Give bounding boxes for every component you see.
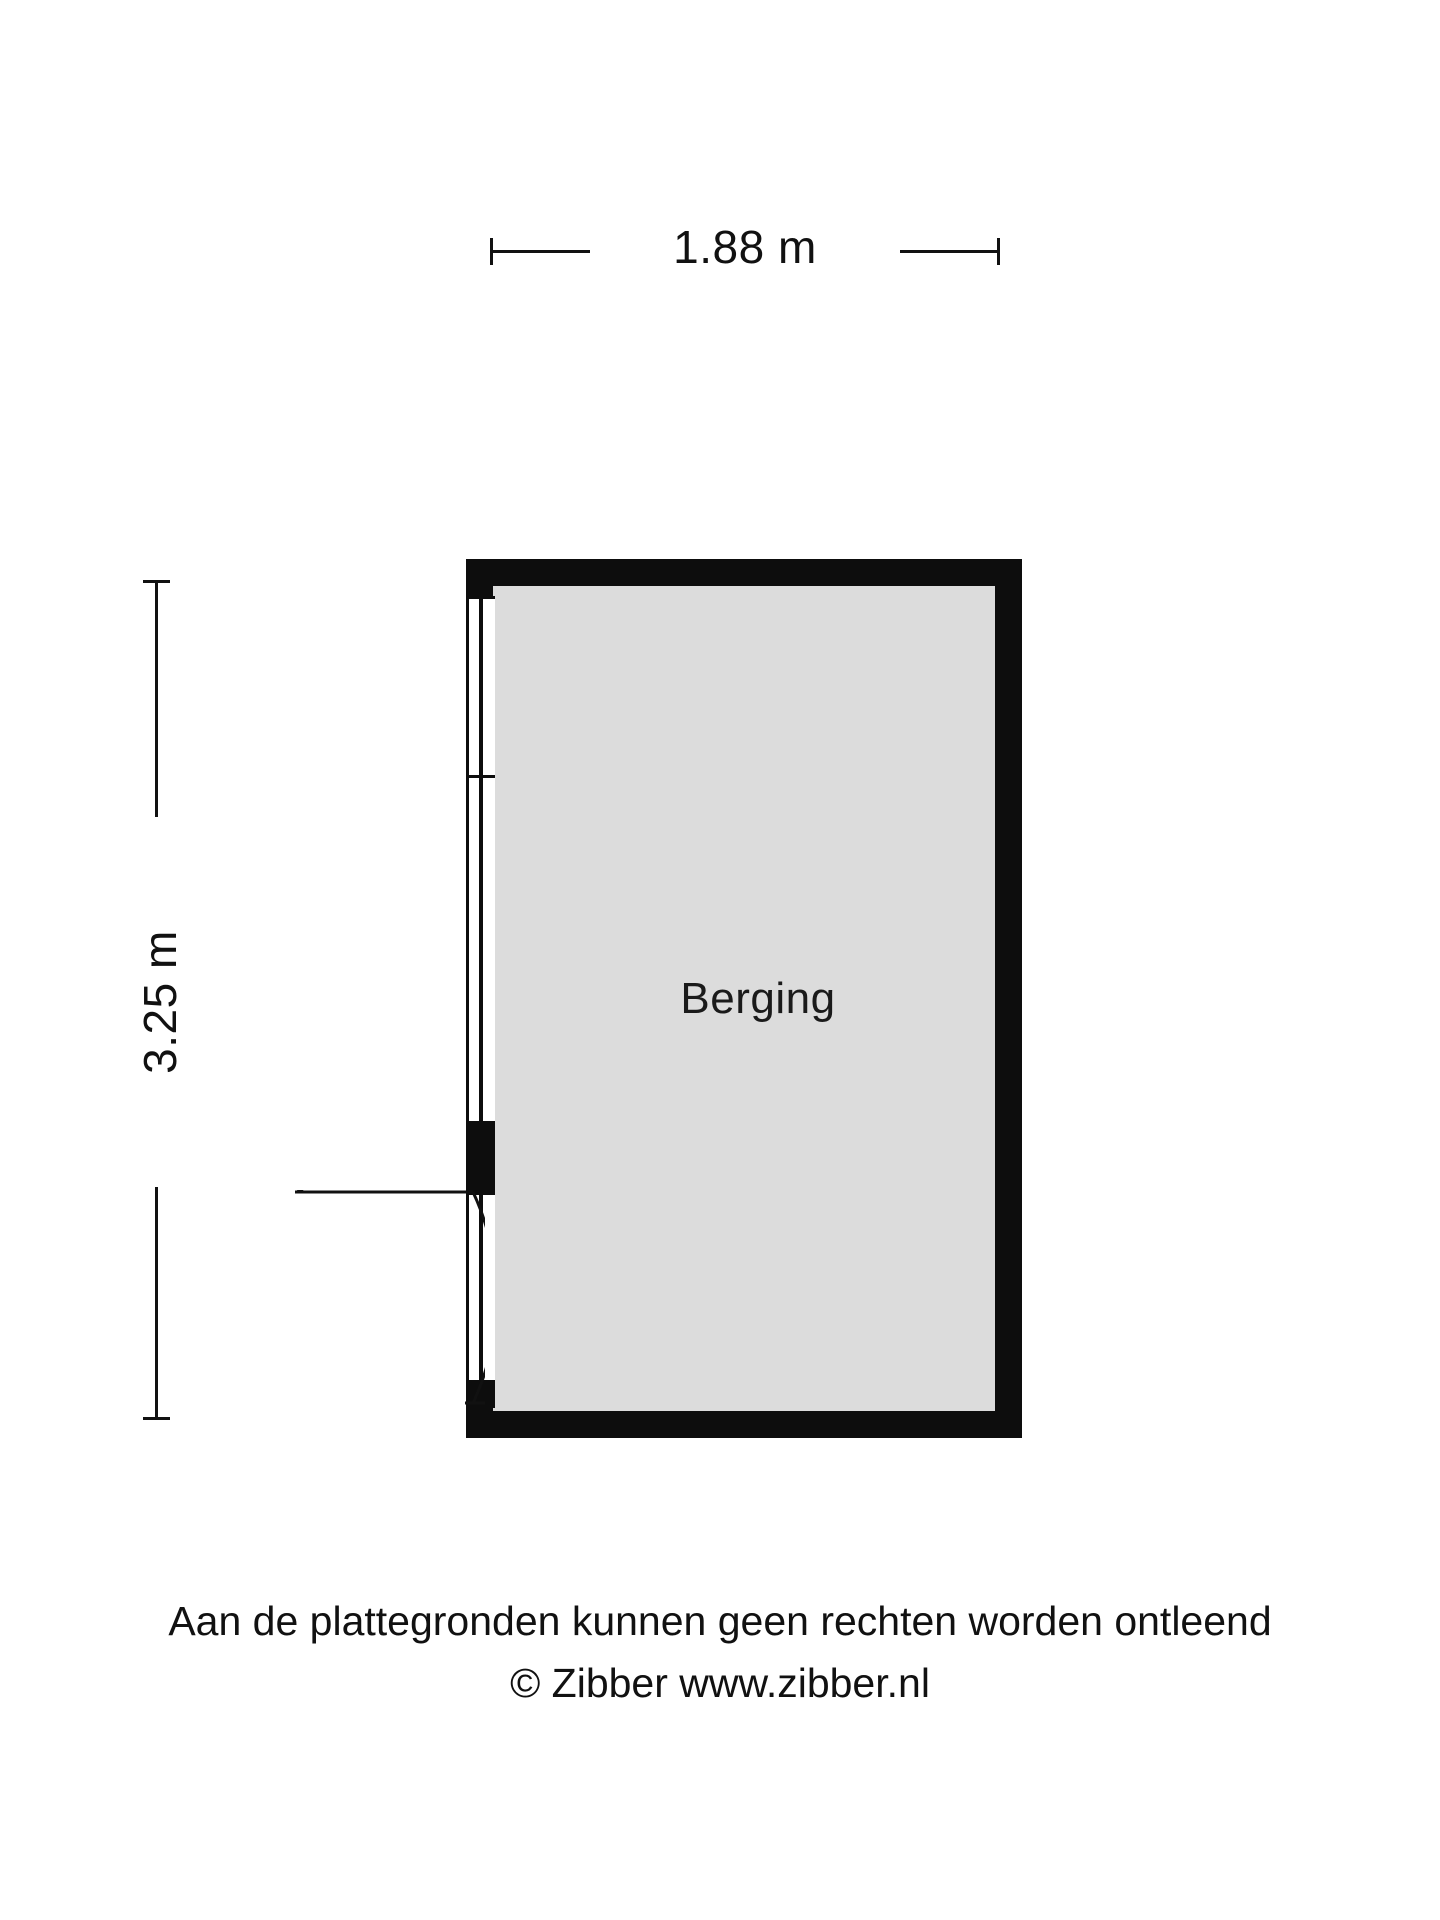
room-label-berging: Berging [680,973,836,1023]
dimension-width-end-right [997,238,1000,265]
dimension-height-label: 3.25 m [128,817,192,1187]
footer-disclaimer: Aan de plattegronden kunnen geen rechten worden ontleend [168,1598,1272,1644]
footer-credit: © Zibber www.zibber.nl [510,1660,930,1706]
dimension-width [490,221,1000,273]
window-left-wall [469,596,495,1124]
dimension-height-end-bottom [143,1417,170,1420]
window-transom [469,775,495,778]
dimension-width-end-left [490,238,493,265]
dimension-height-end-top [143,580,170,583]
dimension-width-label: 1.88 m [590,212,900,282]
door-swing-icon [295,1190,485,1405]
window-mullion [479,599,483,1127]
room-berging [493,586,995,1411]
dimension-height [130,580,250,1420]
building-outline [466,559,1022,1438]
footer [0,1590,1440,1714]
wall-pier [469,1124,495,1192]
